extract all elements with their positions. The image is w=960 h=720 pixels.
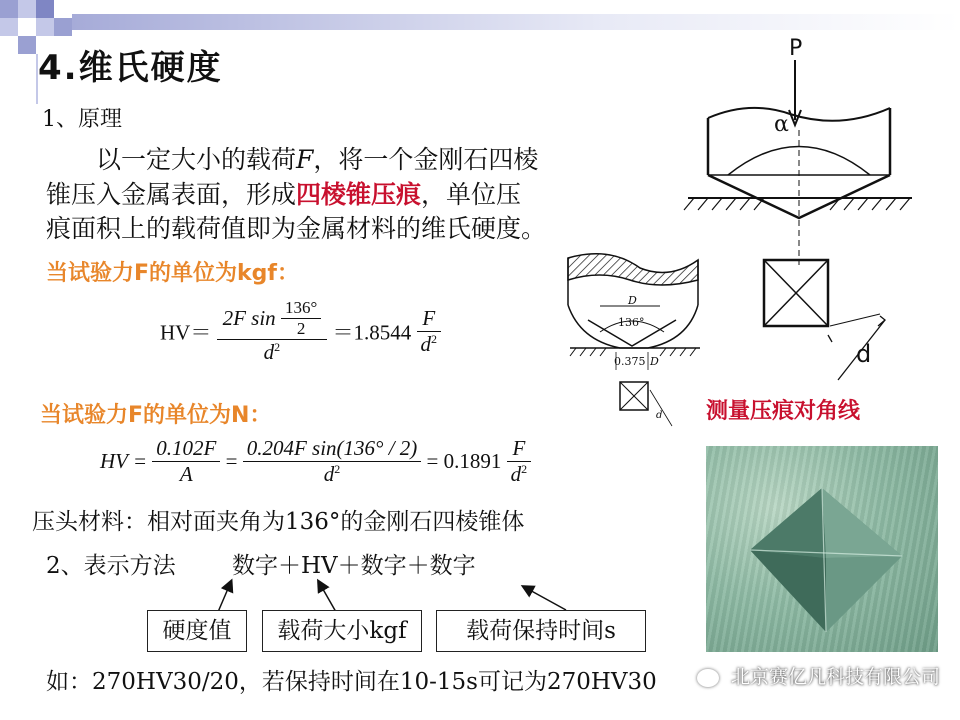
box-hardness-value: 硬度值: [147, 610, 247, 652]
n-unit-label: 当试验力F的单位为N：: [40, 403, 272, 428]
angle-divisor: 2: [296, 319, 306, 338]
formula1-main-fraction: 2F sin $\frac{136^\circ}{2}$ $d^2$: [217, 298, 328, 365]
section2-heading: 2、表示方法: [46, 553, 176, 579]
alpha-label: α: [774, 112, 789, 137]
formula2-frac3: $\frac{F}{d^2}$: [507, 436, 532, 487]
notation-format: 数字＋HV＋数字＋数字: [232, 553, 476, 579]
principle-text: 锥压入金属表面，形成: [46, 180, 297, 209]
angle-value: 136°: [281, 298, 321, 319]
small-d-diag-label: d: [656, 410, 663, 421]
eq1: =: [225, 449, 238, 473]
f1-num: F: [417, 306, 442, 332]
f2b-num: 0.204F sin(136° / 2): [243, 436, 422, 462]
hv-lhs: HV＝: [160, 320, 212, 345]
f2a-den: A: [179, 462, 193, 486]
principle-line3: 痕面积上的载荷值即为金属材料的维氏硬度。: [46, 214, 547, 243]
d-label-large: d: [856, 340, 872, 368]
angle-136-label: 136°: [618, 316, 645, 329]
pyramid-indent-highlight: 四棱锥压痕: [296, 180, 422, 209]
page-title: 4.维氏硬度: [38, 48, 223, 88]
formula2-frac2: $\frac{\text{0.204F sin(136° / 2)}}{d^2}$: [243, 436, 422, 487]
section1-heading: 1、原理: [42, 107, 122, 132]
load-variable: F: [296, 145, 314, 174]
small-d2-label: D: [650, 355, 659, 368]
indenter-diagram: [680, 30, 920, 400]
p-label: P: [789, 36, 803, 61]
cross-section-diagram: [560, 250, 710, 430]
pyramid-indent-icon: [706, 446, 938, 652]
indentation-photo: [706, 446, 938, 652]
kgf-unit-label: 当试验力F的单位为kgf：: [46, 261, 299, 286]
eq2: = 0.1891: [426, 449, 502, 473]
ratio-label: 0.375: [614, 355, 646, 368]
principle-text: ，单位压: [421, 180, 522, 209]
f2c-den: d: [510, 462, 522, 486]
formula1-coef: ＝1.8544: [332, 320, 412, 345]
measure-diagonal-caption: 测量压痕对角线: [706, 399, 861, 424]
small-d-top-label: D: [628, 294, 637, 307]
watermark-text: 北京赛亿凡科技有限公司: [730, 666, 940, 688]
principle-text: ，将一个金刚石四棱: [313, 145, 539, 174]
formula1-f-over-d2: $\frac{F}{d^2}$: [417, 306, 442, 357]
example-text: 如：270HV30/20，若保持时间在10-15s可记为270HV30: [46, 669, 657, 695]
f1-den: d: [420, 332, 431, 356]
f2c-num: F: [507, 436, 532, 462]
wechat-icon: [697, 669, 719, 687]
hv2-lhs: HV =: [100, 449, 148, 473]
f2b-den: d: [323, 462, 335, 486]
formula1-den: d: [263, 340, 275, 364]
indenter-material: 压头材料：相对面夹角为136°的金刚石四棱锥体: [32, 509, 525, 535]
box-load-kgf: 载荷大小kgf: [262, 610, 422, 652]
box-hold-time: 载荷保持时间s: [436, 610, 646, 652]
formula1-num: 2F sin: [222, 306, 276, 330]
watermark: [697, 662, 940, 689]
f2a-num: 0.102F: [152, 436, 220, 462]
principle-text: 以一定大小的载荷: [96, 145, 297, 174]
